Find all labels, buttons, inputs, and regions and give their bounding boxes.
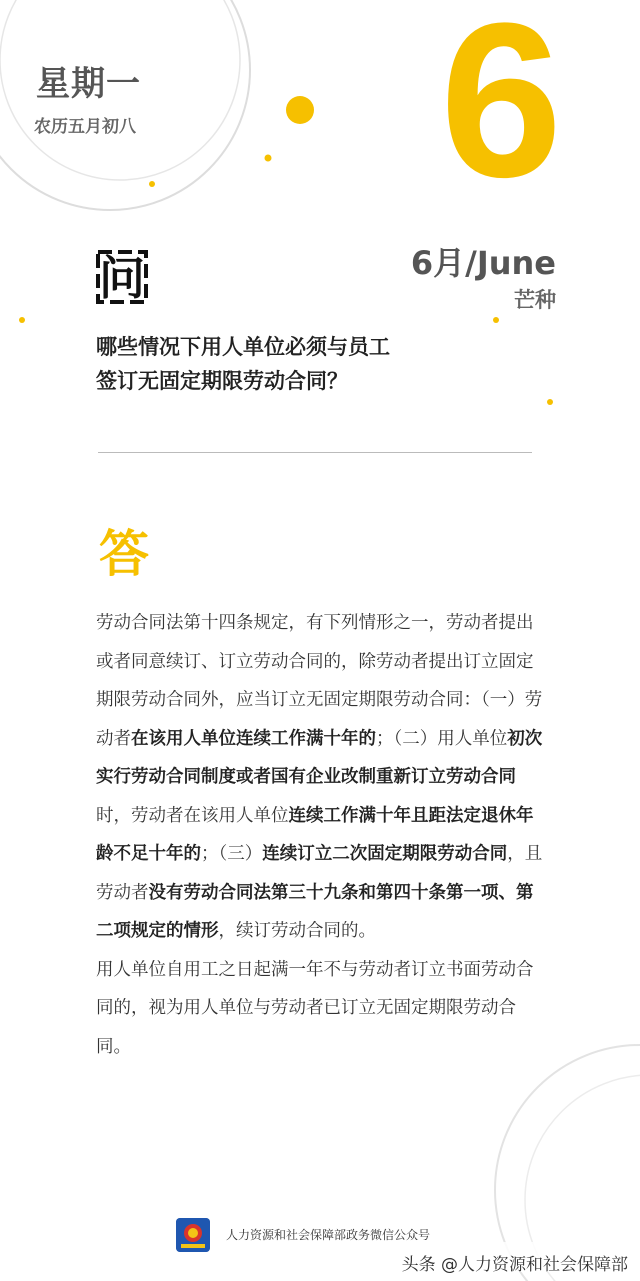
question-text [96,330,496,398]
emblem-icon [176,1218,210,1252]
weekday: 星期一 [36,64,141,104]
answer-text-segment: ，续订劳动合同的。 [218,921,376,941]
footer-source: 人力资源和社会保障部政务微信公众号 [226,1228,431,1242]
divider [98,452,532,453]
day-number: 6 [440,0,563,223]
month-label: 6月/June [410,244,556,282]
watermark: 头条 @人力资源和社会保障部 [401,1255,628,1275]
answer-text-segment: ；（三） [201,844,263,864]
answer-bold-segment: 初次实行劳动合同制度或者国有企业改制重新订立劳动合同 [96,728,543,787]
answer-bold-segment: 在该用人单位连续工作满十年的 [131,728,376,749]
question-line-1: 哪些情况下用人单位必须与员工 [96,335,390,359]
question-glyph: 问 [99,251,145,305]
answer-paragraph-1 [96,604,546,951]
question-line-2: 签订无固定期限劳动合同？ [96,369,348,393]
answer-bold-segment: 连续订立二次固定期限劳动合同 [262,844,508,864]
answer-text [96,604,546,1066]
answer-text-segment: ；（二）用人单位 [376,728,508,749]
lunar-date: 农历五月初八 [34,117,136,137]
answer-bold-segment: 连续工作满十年且距法定退休年龄不足十年的 [96,805,534,864]
answer-glyph: 答 [99,524,149,583]
answer-text-segment: ，且劳动者 [96,844,543,903]
solar-term: 芒种 [514,288,556,312]
answer-bold-segment: 没有劳动合同法第三十九条和第四十条第一项、第二项规定的情形 [96,882,534,941]
answer-paragraph-2: 用人单位自用工之日起满一年不与劳动者订立书面劳动合同的，视为用人单位与劳动者已订立无固定期限劳动合同。 [96,959,534,1057]
answer-text-segment: 时，劳动者在该用人单位 [96,805,289,826]
answer-text-segment: 劳动合同法第十四条规定，有下列情形之一，劳动者提出或者同意续订、订立劳动合同的，除劳动者提出订立固定期限劳动合同外，应当订立无固定期限劳动合同：（一）劳动者 [96,613,543,749]
